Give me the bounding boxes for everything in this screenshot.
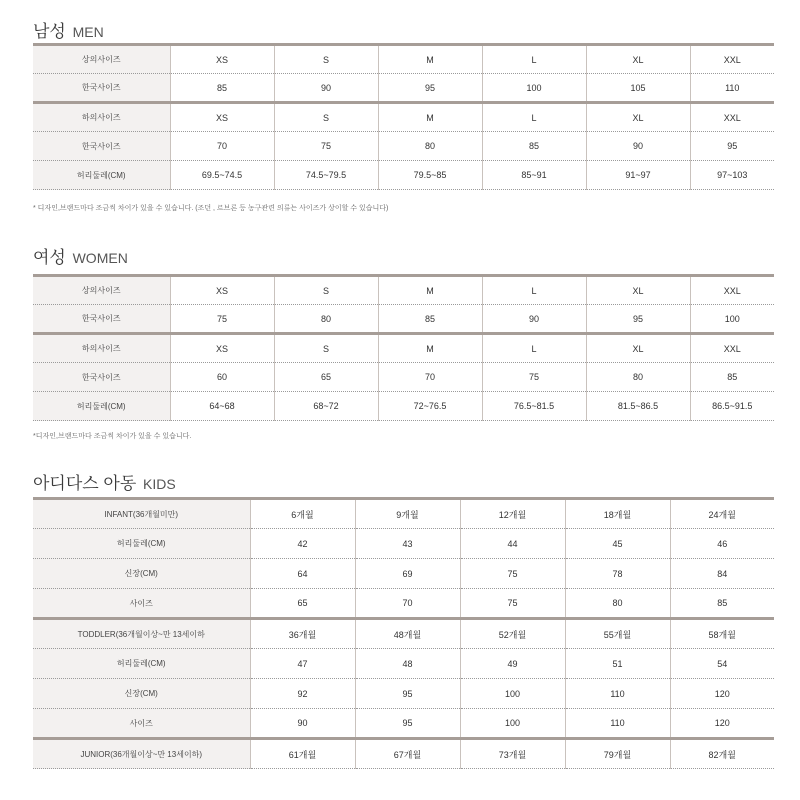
table-cell: XL	[586, 334, 690, 363]
table-cell: 43	[355, 529, 460, 559]
row-label: 허리둘레(CM)	[33, 649, 250, 679]
row-label: 한국사이즈	[33, 132, 170, 161]
table-cell: 75	[274, 132, 378, 161]
kids-title-en: KIDS	[143, 476, 176, 492]
men-title	[33, 17, 104, 42]
row-label: 하의사이즈	[33, 334, 170, 363]
table-cell: 67개월	[355, 739, 460, 769]
table-cell: 78	[565, 559, 670, 589]
table-cell: 36개월	[250, 619, 355, 649]
table-cell: 69.5~74.5	[170, 161, 274, 190]
table-cell: M	[378, 45, 482, 74]
table-cell: 79개월	[565, 739, 670, 769]
row-label: 신장(CM)	[33, 679, 250, 709]
table-cell: 85	[378, 305, 482, 334]
table-cell: 54	[670, 649, 774, 679]
table-cell: 97~103	[690, 161, 774, 190]
table-cell: 100	[460, 679, 565, 709]
table-cell: XS	[170, 103, 274, 132]
table-cell: 12개월	[460, 499, 565, 529]
row-label: 하의사이즈	[33, 103, 170, 132]
table-row	[33, 45, 774, 74]
table-cell: 74.5~79.5	[274, 161, 378, 190]
row-label: 상의사이즈	[33, 276, 170, 305]
table-cell: 73개월	[460, 739, 565, 769]
row-label: 허리둘레(CM)	[33, 392, 170, 421]
table-cell: S	[274, 103, 378, 132]
table-cell: XXL	[690, 103, 774, 132]
table-cell: 6개월	[250, 499, 355, 529]
table-row	[33, 709, 774, 739]
table-cell: 70	[170, 132, 274, 161]
table-row	[33, 363, 774, 392]
table-row	[33, 132, 774, 161]
table-cell: 48개월	[355, 619, 460, 649]
table-cell: 82개월	[670, 739, 774, 769]
table-cell: 61개월	[250, 739, 355, 769]
table-cell: 85~91	[482, 161, 586, 190]
table-cell: 90	[274, 74, 378, 103]
table-cell: XL	[586, 103, 690, 132]
table-cell: 70	[355, 589, 460, 619]
row-label: 상의사이즈	[33, 45, 170, 74]
table-cell: L	[482, 276, 586, 305]
table-cell: 51	[565, 649, 670, 679]
table-cell: 75	[460, 559, 565, 589]
table-row	[33, 161, 774, 190]
table-cell: 75	[460, 589, 565, 619]
row-label: TODDLER(36개월이상~만 13세이하	[33, 619, 250, 649]
table-cell: 81.5~86.5	[586, 392, 690, 421]
table-cell: 64	[250, 559, 355, 589]
table-cell: 85	[670, 589, 774, 619]
table-cell: 60	[170, 363, 274, 392]
table-cell: XXL	[690, 45, 774, 74]
table-cell: 85	[170, 74, 274, 103]
table-cell: 44	[460, 529, 565, 559]
table-cell: 49	[460, 649, 565, 679]
table-row	[33, 392, 774, 421]
table-cell: L	[482, 103, 586, 132]
women-note: *디자인,브랜드마다 조금씩 차이가 있을 수 있습니다.	[33, 433, 192, 440]
table-cell: 92	[250, 679, 355, 709]
row-label: 한국사이즈	[33, 74, 170, 103]
row-label: 한국사이즈	[33, 363, 170, 392]
table-row	[33, 103, 774, 132]
table-cell: 120	[670, 709, 774, 739]
table-row	[33, 499, 774, 529]
table-row	[33, 276, 774, 305]
table-cell: 65	[250, 589, 355, 619]
row-label: INFANT(36개월미만)	[33, 499, 250, 529]
table-cell: 100	[460, 709, 565, 739]
table-cell: 100	[690, 305, 774, 334]
kids-size-table	[33, 497, 774, 769]
table-cell: XXL	[690, 334, 774, 363]
table-cell: 80	[378, 132, 482, 161]
table-row	[33, 305, 774, 334]
table-cell: 76.5~81.5	[482, 392, 586, 421]
table-cell: 91~97	[586, 161, 690, 190]
table-cell: 85	[690, 363, 774, 392]
row-label: 허리둘레(CM)	[33, 529, 250, 559]
table-cell: S	[274, 334, 378, 363]
women-title-en: WOMEN	[72, 250, 128, 266]
table-cell: 79.5~85	[378, 161, 482, 190]
table-cell: XL	[586, 276, 690, 305]
table-cell: M	[378, 276, 482, 305]
table-row	[33, 619, 774, 649]
table-cell: S	[274, 45, 378, 74]
table-cell: 70	[378, 363, 482, 392]
table-row	[33, 679, 774, 709]
row-label: 사이즈	[33, 709, 250, 739]
table-row	[33, 74, 774, 103]
table-row	[33, 529, 774, 559]
table-cell: 75	[170, 305, 274, 334]
table-cell: 80	[586, 363, 690, 392]
row-label: 신장(CM)	[33, 559, 250, 589]
table-row	[33, 589, 774, 619]
women-title-ko: 여성	[33, 248, 66, 267]
table-cell: XS	[170, 334, 274, 363]
table-cell: 90	[250, 709, 355, 739]
women-size-table	[33, 274, 774, 421]
table-cell: 90	[482, 305, 586, 334]
table-cell: M	[378, 334, 482, 363]
row-label: JUNIOR(36개월이상~만 13세이하)	[33, 739, 250, 769]
table-cell: 47	[250, 649, 355, 679]
table-row	[33, 739, 774, 769]
table-cell: 24개월	[670, 499, 774, 529]
table-cell: 75	[482, 363, 586, 392]
table-cell: 9개월	[355, 499, 460, 529]
table-cell: 69	[355, 559, 460, 589]
table-cell: XL	[586, 45, 690, 74]
table-cell: 45	[565, 529, 670, 559]
table-cell: 90	[586, 132, 690, 161]
men-title-ko: 남성	[33, 22, 66, 41]
table-cell: 42	[250, 529, 355, 559]
table-cell: 100	[482, 74, 586, 103]
table-cell: 110	[690, 74, 774, 103]
table-cell: 52개월	[460, 619, 565, 649]
row-label: 한국사이즈	[33, 305, 170, 334]
table-cell: 58개월	[670, 619, 774, 649]
table-cell: 84	[670, 559, 774, 589]
table-cell: 95	[355, 709, 460, 739]
table-cell: 86.5~91.5	[690, 392, 774, 421]
men-size-table	[33, 43, 774, 190]
table-cell: 46	[670, 529, 774, 559]
table-cell: L	[482, 45, 586, 74]
table-cell: 85	[482, 132, 586, 161]
table-cell: 80	[565, 589, 670, 619]
table-cell: 48	[355, 649, 460, 679]
table-cell: 95	[355, 679, 460, 709]
table-row	[33, 334, 774, 363]
table-cell: 72~76.5	[378, 392, 482, 421]
table-cell: XS	[170, 276, 274, 305]
row-label: 허리둘레(CM)	[33, 161, 170, 190]
men-note: * 디자인,브랜드마다 조금씩 차이가 있을 수 있습니다. (조던 , 르브론 등 농구관련 의류는 사이즈가 상이할 수 있습니다)	[33, 205, 389, 212]
table-cell: 55개월	[565, 619, 670, 649]
table-cell: XS	[170, 45, 274, 74]
kids-title-ko: 아디다스 아동	[33, 474, 137, 493]
table-cell: 95	[690, 132, 774, 161]
table-cell: M	[378, 103, 482, 132]
table-cell: 80	[274, 305, 378, 334]
table-cell: 120	[670, 679, 774, 709]
table-cell: 95	[586, 305, 690, 334]
kids-title	[33, 469, 176, 494]
row-label: 사이즈	[33, 589, 250, 619]
table-cell: 18개월	[565, 499, 670, 529]
table-cell: 105	[586, 74, 690, 103]
table-cell: 95	[378, 74, 482, 103]
table-cell: L	[482, 334, 586, 363]
table-cell: S	[274, 276, 378, 305]
women-title	[33, 243, 128, 268]
table-row	[33, 559, 774, 589]
table-cell: 68~72	[274, 392, 378, 421]
table-cell: XXL	[690, 276, 774, 305]
table-cell: 110	[565, 709, 670, 739]
table-row	[33, 649, 774, 679]
men-title-en: MEN	[72, 24, 104, 40]
table-cell: 65	[274, 363, 378, 392]
table-cell: 110	[565, 679, 670, 709]
table-cell: 64~68	[170, 392, 274, 421]
